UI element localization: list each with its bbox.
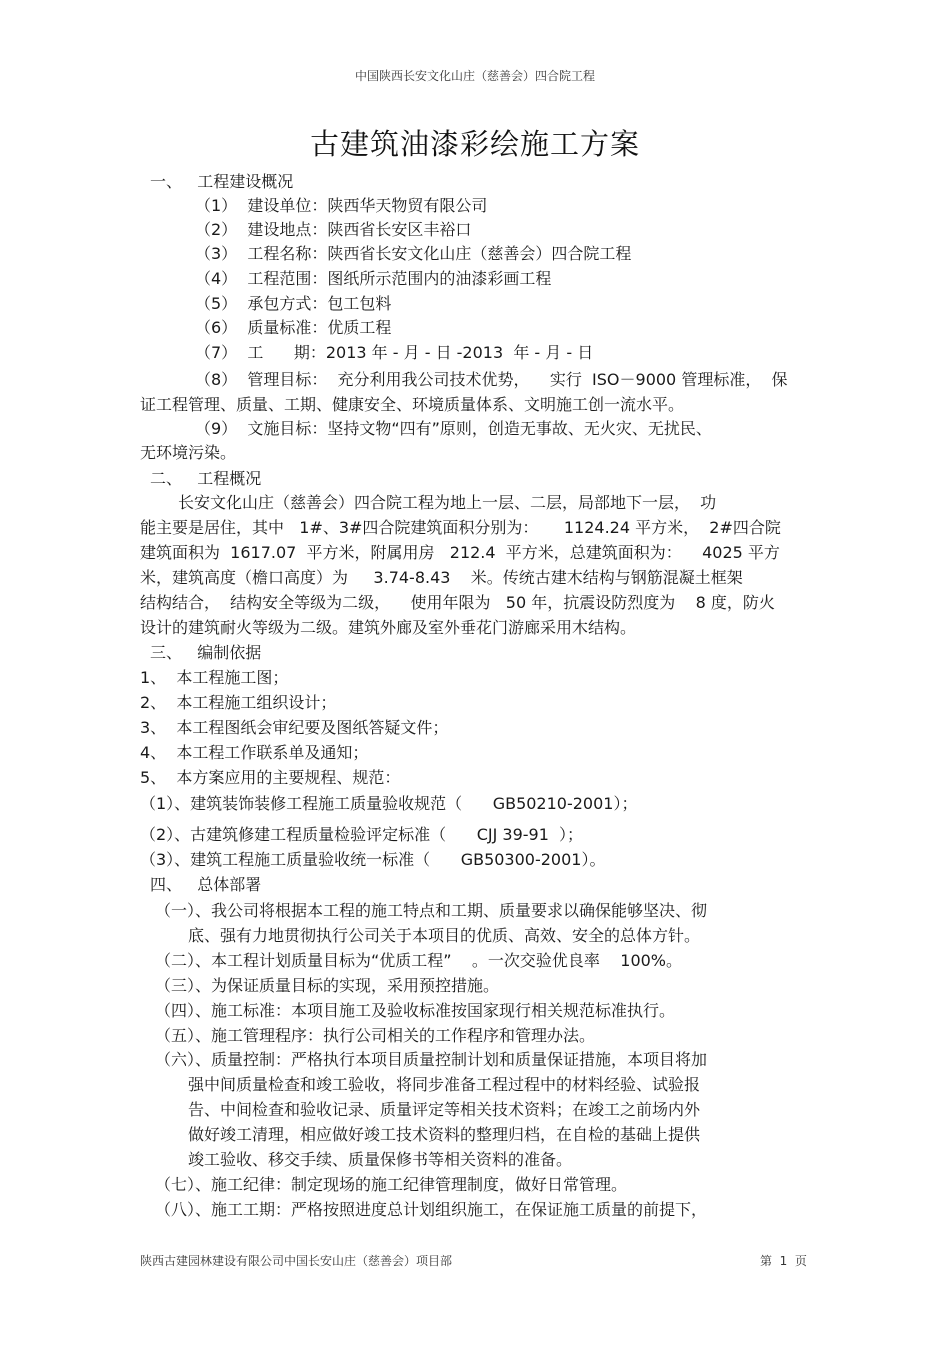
section-heading-4: 四、 总体部署 bbox=[150, 875, 262, 894]
deployment-item-7: （七）、施工纪律：制定现场的施工纪律管理制度，做好日常管理。 bbox=[155, 1175, 628, 1194]
project-item-4: （4） 工程范围：图纸所示范围内的油漆彩画工程 bbox=[195, 269, 552, 288]
deployment-item-6: （六）、质量控制：严格执行本项目质量控制计划和质量保证措施，本项目将加 bbox=[155, 1050, 708, 1069]
project-item-1: （1） 建设单位：陕西华天物贸有限公司 bbox=[195, 196, 488, 215]
project-item-6: （6） 质量标准：优质工程 bbox=[195, 318, 392, 337]
overview-line-3: 建筑面积为 1617.07 平方米，附属用房 212.4 平方米，总建筑面积为： 4025 平方 bbox=[140, 543, 780, 562]
basis-item-5: 5、 本方案应用的主要规程、规范： bbox=[140, 768, 401, 787]
page-number: 第 1 页 bbox=[760, 1254, 807, 1268]
document-title: 古建筑油漆彩绘施工方案 bbox=[309, 127, 640, 161]
overview-line-5: 结构结合， 结构安全等级为二级， 使用年限为 50 年，抗震设防烈度为 8 度，防火 bbox=[140, 593, 775, 612]
deployment-item-4: （四）、施工标准：本项目施工及验收标准按国家现行相关规范标准执行。 bbox=[155, 1001, 676, 1020]
project-item-7: （7） 工 期：2013 年 - 月 - 日 -2013 年 - 月 - 日 bbox=[195, 343, 594, 362]
overview-line-2: 能主要是居住，其中 1#、3#四合院建筑面积分别为： 1124.24 平方米， 2#四合院 bbox=[140, 518, 781, 537]
overview-line-6: 设计的建筑耐火等级为二级。建筑外廊及室外垂花门游廊采用木结构。 bbox=[140, 618, 637, 637]
project-item-5: （5） 承包方式：包工包料 bbox=[195, 294, 392, 313]
deployment-item-6-cont-2: 告、中间检查和验收记录、质量评定等相关技术资料；在竣工之前场内外 bbox=[188, 1100, 701, 1119]
project-item-9-cont: 无环境污染。 bbox=[140, 443, 237, 462]
section-heading-1: 一、 工程建设概况 bbox=[150, 172, 294, 191]
basis-item-1: 1、 本工程施工图； bbox=[140, 668, 289, 687]
standard-item-2: （2）、古建筑修建工程质量检验评定标准（ CJJ 39-91 ）； bbox=[140, 825, 584, 844]
standard-item-3: （3）、建筑工程施工质量验收统一标准（ GB50300-2001）。 bbox=[140, 850, 606, 869]
deployment-item-8: （八）、施工工期：严格按照进度总计划组织施工，在保证施工质量的前提下， bbox=[155, 1200, 708, 1219]
standard-item-1: （1）、建筑装饰装修工程施工质量验收规范（ GB50210-2001）； bbox=[140, 794, 638, 813]
deployment-item-1-cont: 底、强有力地贯彻执行公司关于本项目的优质、高效、安全的总体方针。 bbox=[188, 926, 701, 945]
deployment-item-6-cont-4: 竣工验收、移交手续、质量保修书等相关资料的准备。 bbox=[188, 1150, 573, 1169]
project-item-8: （8） 管理目标： 充分利用我公司技术优势， 实行 ISO－9000 管理标准， 保 bbox=[195, 370, 788, 389]
basis-item-2: 2、 本工程施工组织设计； bbox=[140, 693, 337, 712]
overview-line-4: 米，建筑高度（檐口高度）为 3.74-8.43 米。传统古建木结构与钢筋混凝土框架 bbox=[140, 568, 743, 587]
footer-company: 陕西古建园林建设有限公司中国长安山庄（慈善会）项目部 bbox=[140, 1254, 453, 1268]
section-heading-2: 二、 工程概况 bbox=[150, 469, 262, 488]
project-item-3: （3） 工程名称：陕西省长安文化山庄（慈善会）四合院工程 bbox=[195, 244, 632, 263]
section-heading-3: 三、 编制依据 bbox=[150, 643, 262, 662]
deployment-item-2: （二）、本工程计划质量目标为“优质工程” 。一次交验优良率 100%。 bbox=[155, 951, 683, 970]
deployment-item-6-cont-3: 做好竣工清理，相应做好竣工技术资料的整理归档，在自检的基础上提供 bbox=[188, 1125, 701, 1144]
project-item-9: （9） 文施目标：坚持文物“四有”原则，创造无事故、无火灾、无扰民、 bbox=[195, 419, 712, 438]
deployment-item-6-cont-1: 强中间质量检查和竣工验收，将同步准备工程过程中的材料经验、试验报 bbox=[188, 1075, 701, 1094]
basis-item-3: 3、 本工程图纸会审纪要及图纸答疑文件； bbox=[140, 718, 449, 737]
project-item-2: （2） 建设地点：陕西省长安区丰裕口 bbox=[195, 220, 472, 239]
deployment-item-3: （三）、为保证质量目标的实现，采用预控措施。 bbox=[155, 976, 500, 995]
running-header: 中国陕西长安文化山庄（慈善会）四合院工程 bbox=[354, 69, 595, 83]
overview-line-1: 长安文化山庄（慈善会）四合院工程为地上一层、二层，局部地下一层， 功 bbox=[178, 493, 717, 512]
deployment-item-1: （一）、我公司将根据本工程的施工特点和工期、质量要求以确保能够坚决、彻 bbox=[155, 901, 708, 920]
basis-item-4: 4、 本工程工作联系单及通知； bbox=[140, 743, 369, 762]
project-item-8-cont: 证工程管理、质量、工期、健康安全、环境质量体系、文明施工创一流水平。 bbox=[140, 395, 685, 414]
deployment-item-5: （五）、施工管理程序：执行公司相关的工作程序和管理办法。 bbox=[155, 1026, 596, 1045]
